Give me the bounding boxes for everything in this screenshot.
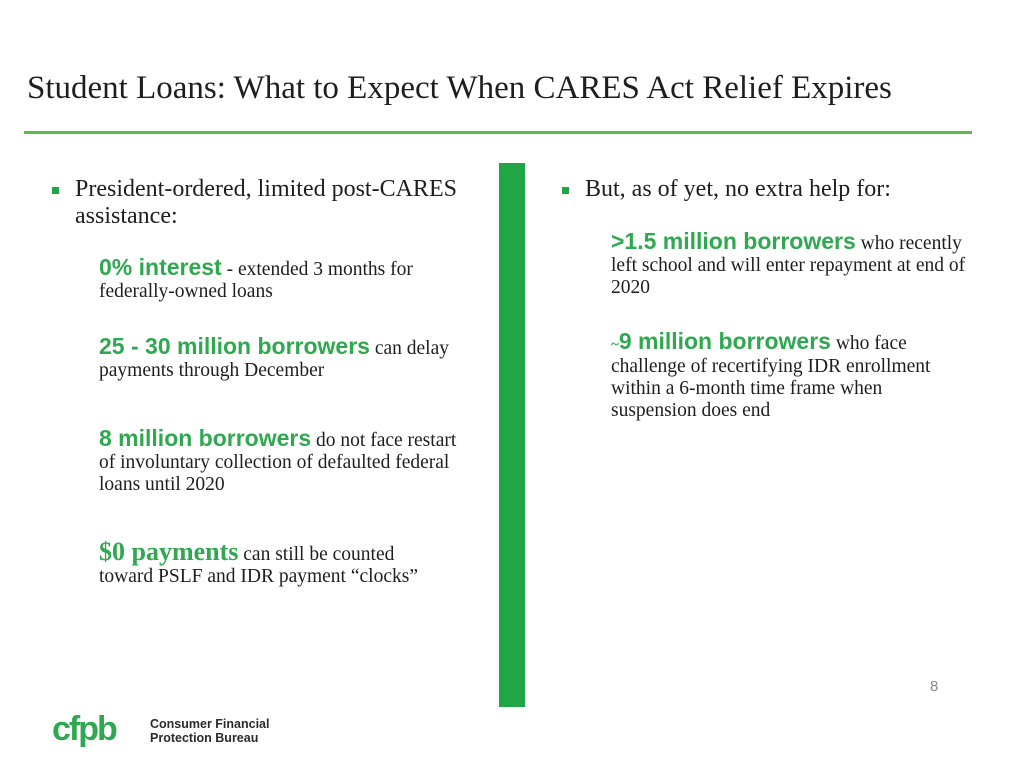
right-item-idr — [611, 330, 971, 422]
item-text: extended 3 months for federally-owned loans — [99, 259, 413, 302]
item-highlight: >1.5 million borrowers — [611, 228, 856, 254]
left-item-interest — [99, 256, 469, 303]
item-highlight: 8 million borrowers — [99, 425, 312, 451]
item-text: who face challenge of recertifying IDR enrollment within a 6-month time frame when suspension does end — [611, 333, 931, 421]
item-text: can still be counted toward PSLF and IDR payment “clocks” — [99, 544, 418, 587]
item-highlight: 25 - 30 million borrowers — [99, 333, 370, 359]
left-bullet-text: President-ordered, limited post-CARES assistance: — [75, 176, 457, 229]
left-bullet — [52, 176, 472, 230]
right-bullet-text: But, as of yet, no extra help for: — [585, 176, 891, 202]
column-divider — [499, 163, 525, 707]
item-separator: - — [221, 259, 238, 280]
slide-title: Student Loans: What to Expect When CARES Act Relief Expires — [27, 70, 892, 106]
item-prefix: ~ — [611, 337, 619, 353]
left-item-delay — [99, 335, 469, 382]
page-number: 8 — [930, 678, 939, 695]
logo-line-1: Consumer Financial — [150, 717, 270, 731]
bullet-square-icon — [562, 187, 569, 194]
right-item-new-borrowers — [611, 230, 971, 299]
bullet-square-icon — [52, 187, 59, 194]
item-text: who recently left school and will enter repayment at end of 2020 — [611, 233, 966, 298]
item-text: do not face restart of involuntary collection of defaulted federal loans until 2020 — [99, 430, 457, 495]
item-highlight: 9 million borrowers — [618, 328, 831, 354]
logo-mark-text: cfpb — [52, 711, 116, 748]
right-bullet — [562, 176, 982, 203]
cfpb-logo-mark-icon — [52, 711, 138, 751]
title-underline — [24, 131, 972, 134]
cfpb-logo — [52, 711, 269, 751]
logo-wordmark — [150, 717, 269, 745]
item-highlight: $0 payments — [99, 537, 239, 566]
item-text: can delay payments through December — [99, 338, 450, 381]
left-item-collection — [99, 427, 474, 496]
left-item-payments — [99, 537, 429, 588]
item-highlight: 0% interest — [99, 254, 222, 280]
logo-line-2: Protection Bureau — [150, 731, 259, 745]
